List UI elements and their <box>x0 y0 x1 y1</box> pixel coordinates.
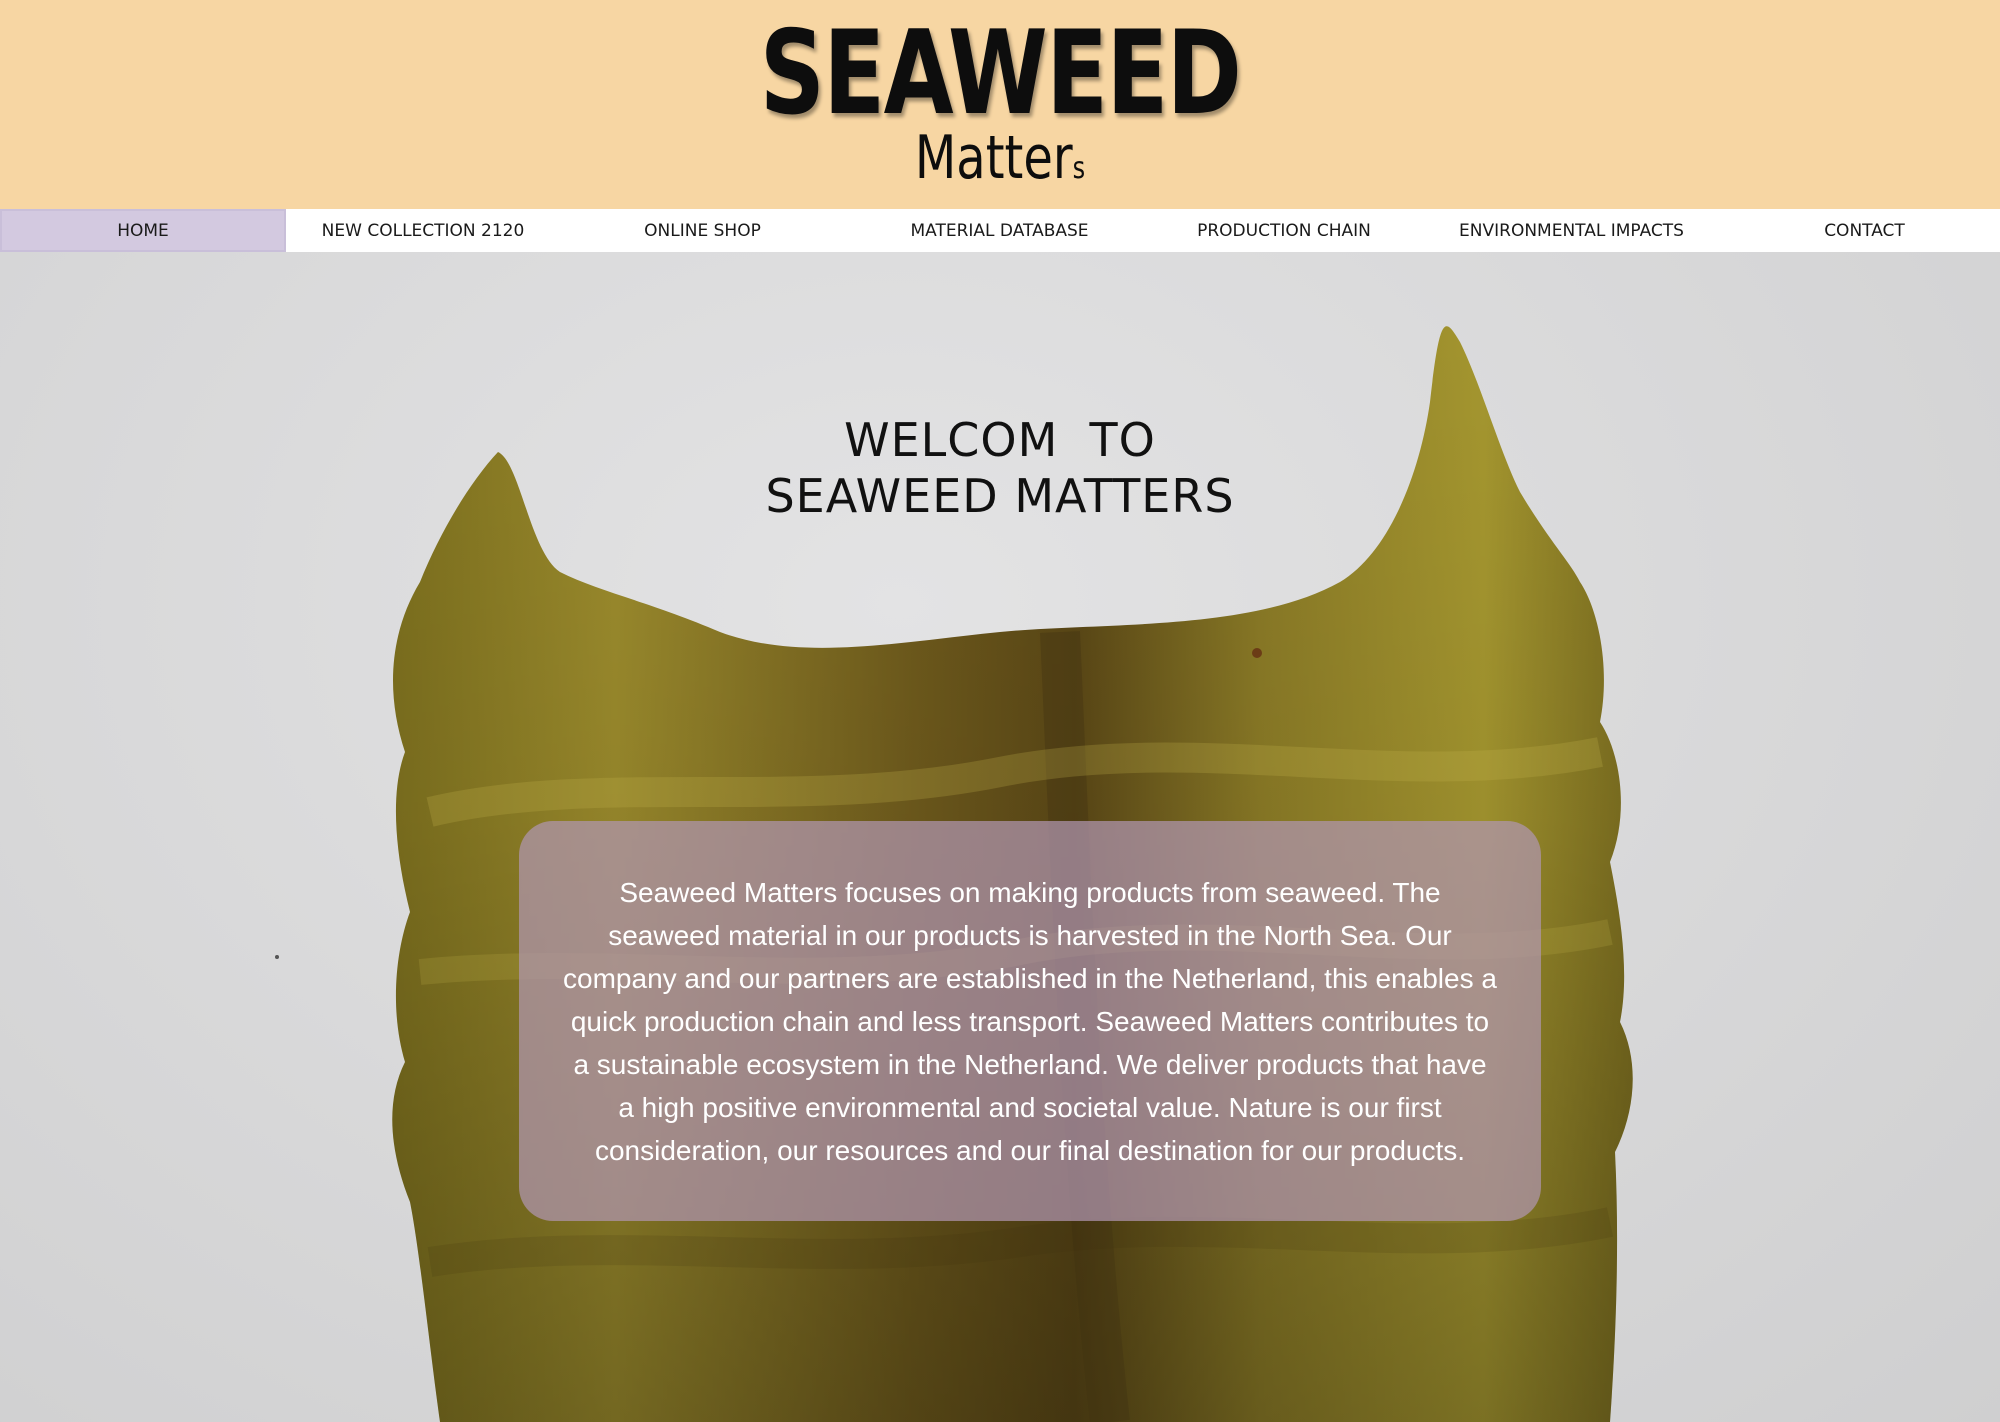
welcome-title-line2: SEAWEED MATTERS <box>765 469 1235 523</box>
seaweed-matters-logo[interactable] <box>692 6 1308 199</box>
nav-production-chain-label: PRODUCTION CHAIN <box>1197 220 1371 241</box>
nav-new-collection[interactable] <box>286 209 560 252</box>
logo-sub-word: Matter <box>914 123 1073 193</box>
logo-sub-small-s: s <box>1072 151 1086 186</box>
nav-home-label: HOME <box>117 220 169 241</box>
nav-online-shop-label: ONLINE SHOP <box>644 220 761 241</box>
nav-contact[interactable] <box>1729 209 2000 252</box>
nav-material-database[interactable] <box>845 209 1154 252</box>
nav-online-shop[interactable] <box>560 209 845 252</box>
welcome-title-line1: WELCOM TO <box>844 413 1156 467</box>
nav-home[interactable] <box>0 209 286 252</box>
nav-contact-label: CONTACT <box>1824 220 1905 241</box>
nav-environmental-impacts[interactable] <box>1414 209 1729 252</box>
hero-section <box>0 252 2000 1422</box>
intro-text: Seaweed Matters focuses on making products from seaweed. The seaweed material in our products is harvested in the North Sea. Our company and our partners are established in the Netherland, this enables a quick production chain and less transport. Seaweed Matters contributes to a sustainable ecosystem in the Netherland. We deliver products that have a high positive environmental and societal value. Nature is our first consideration, our resources and our final destination for our products. <box>563 876 1497 1166</box>
logo-sub-text <box>754 123 1247 199</box>
intro-box <box>519 821 1541 1221</box>
nav-material-database-label: MATERIAL DATABASE <box>910 220 1089 241</box>
nav-environmental-impacts-label: ENVIRONMENTAL IMPACTS <box>1459 220 1684 241</box>
logo-main-text: SEAWEED <box>759 6 1241 141</box>
main-nav <box>0 209 2000 252</box>
nav-production-chain[interactable] <box>1154 209 1414 252</box>
nav-new-collection-label: NEW COLLECTION 2120 <box>321 220 525 241</box>
welcome-title <box>0 412 2000 524</box>
site-header <box>0 0 2000 209</box>
